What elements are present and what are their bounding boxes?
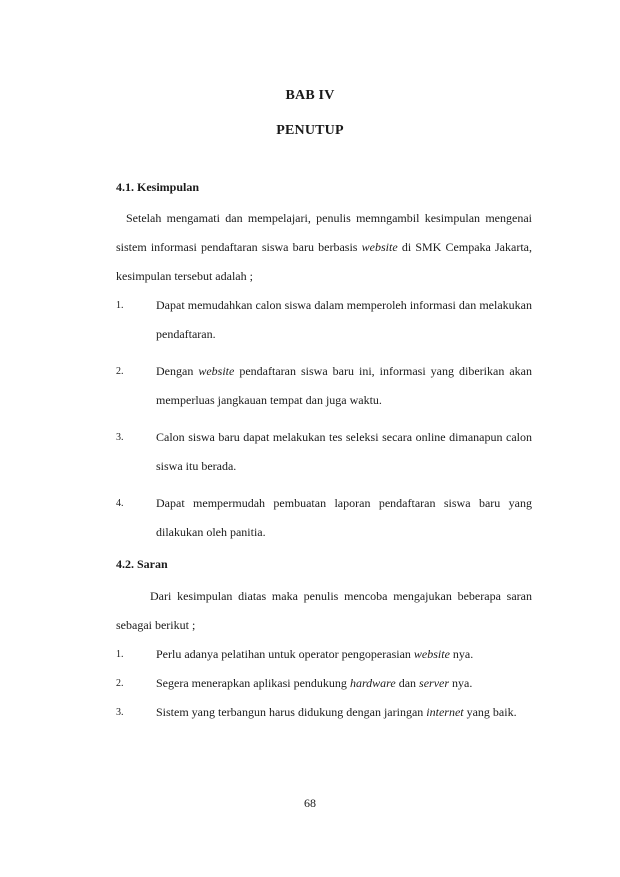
list-item: 1. Dapat memudahkan calon siswa dalam memperoleh informasi dan melakukan pendaftaran. xyxy=(116,291,532,349)
list-item: 2. Dengan website pendaftaran siswa baru ini, informasi yang diberikan akan memperluas jangkauan tempat dan juga waktu. xyxy=(116,357,532,415)
list-number: 3. xyxy=(116,707,124,718)
page-number: 68 xyxy=(304,796,316,810)
list-item: 3. Sistem yang terbangun harus didukung dengan jaringan internet yang baik. xyxy=(116,698,532,727)
list-number: 1. xyxy=(116,300,124,311)
list-number: 4. xyxy=(116,498,124,509)
chapter-number: BAB IV xyxy=(285,88,335,103)
list-number: 1. xyxy=(116,649,124,660)
list-number: 2. xyxy=(116,366,124,377)
section-heading-suggestions: 4.2. Saran xyxy=(116,557,168,571)
suggestions-list xyxy=(116,640,532,727)
conclusion-intro-paragraph: Setelah mengamati dan mempelajari, penulis memngambil kesimpulan mengenai sistem informasi pendaftaran siswa baru berbasis website di SMK Cempaka Jakarta, kesimpulan tersebut adalah ; xyxy=(116,211,532,283)
list-item: 3. Calon siswa baru dapat melakukan tes seleksi secara online dimanapun calon siswa itu berada. xyxy=(116,423,532,481)
suggestions-intro-paragraph: Dari kesimpulan diatas maka penulis mencoba mengajukan beberapa saran sebagai berikut ; xyxy=(116,589,532,632)
list-item: 2. Segera menerapkan aplikasi pendukung hardware dan server nya. xyxy=(116,669,532,698)
section-heading-conclusion: 4.1. Kesimpulan xyxy=(116,180,200,194)
list-item: 4. Dapat mempermudah pembuatan laporan pendaftaran siswa baru yang dilakukan oleh panitia. xyxy=(116,489,532,547)
list-item: 1. Perlu adanya pelatihan untuk operator pengoperasian website nya. xyxy=(116,640,532,669)
list-number: 3. xyxy=(116,432,124,443)
list-number: 2. xyxy=(116,678,124,689)
chapter-title: PENUTUP xyxy=(276,123,344,138)
conclusion-list xyxy=(116,291,532,555)
